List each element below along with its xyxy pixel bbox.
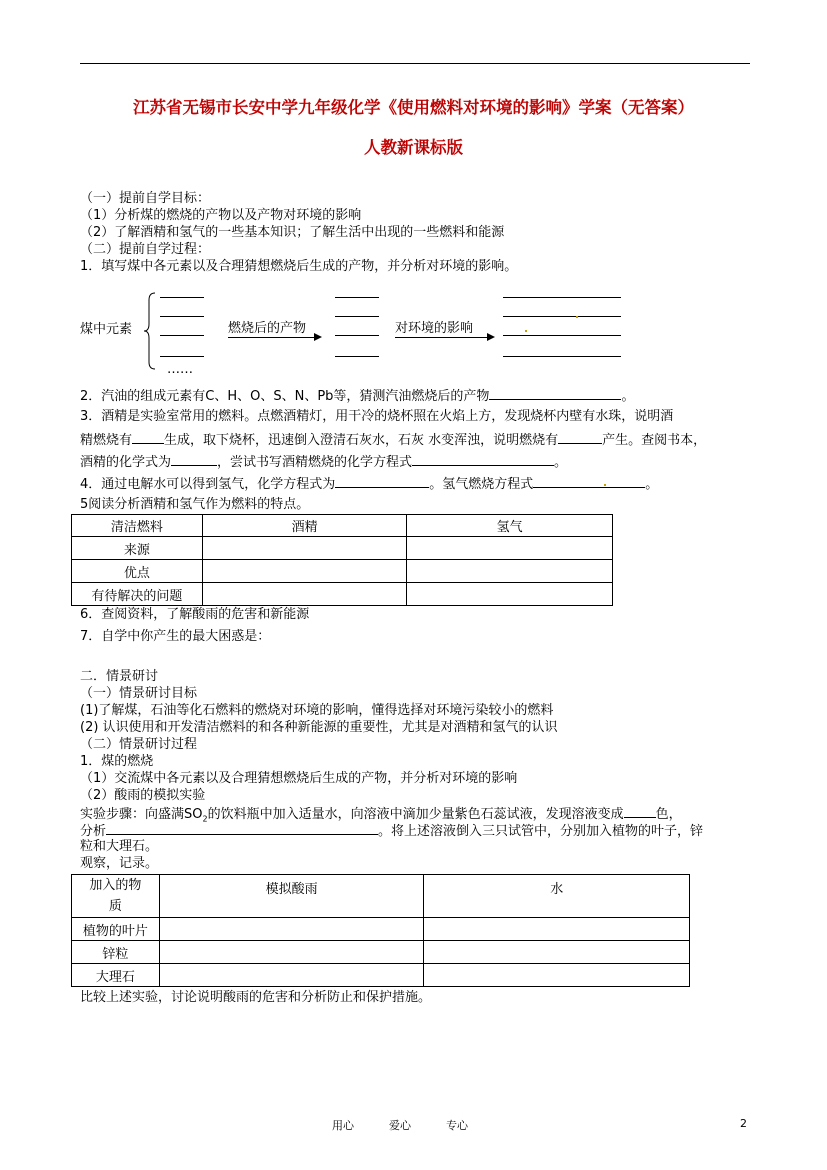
experiment-steps: 实验步骤：向盛满$SO_2$的饮料瓶中加入适量水，向溶液中滴加少量紫色石蕊试液，发现溶液变成 色， (80, 807, 682, 824)
table-row (72, 583, 613, 606)
diagram-label-impact: 对环境的影响 (395, 321, 474, 336)
table-row (72, 515, 613, 537)
table-row-label: 大理石 (72, 964, 160, 987)
blank-impact-1[interactable] (503, 297, 621, 298)
scenario-heading: 二．情景研讨 (80, 669, 159, 684)
conclusion-prompt: 比较上述实验，讨论说明酸雨的危害和分析防止和保护措施。 (80, 990, 432, 1005)
acid-rain-experiment-table (71, 874, 690, 987)
table-cell-input[interactable] (202, 560, 407, 583)
header-rule (80, 63, 750, 64)
speck-mark (576, 316, 578, 318)
table-header-cell: 水 (424, 875, 690, 918)
blank-element-2[interactable] (160, 316, 204, 317)
speck-mark (604, 484, 606, 486)
table-header-cell: 清洁燃料 (72, 515, 203, 537)
table-cell-input[interactable] (159, 918, 424, 941)
table-row (72, 560, 613, 583)
footer-word-2: 爱心 (389, 1119, 411, 1132)
question-1: 1．填写煤中各元素以及合理猜想燃烧后生成的产物，并分析对环境的影响。 (80, 259, 518, 274)
answer-blank-ethanol-formula[interactable] (171, 453, 217, 466)
question-6: 6．查阅资料，了解酸雨的危害和新能源 (80, 607, 310, 622)
table-cell-input[interactable] (424, 918, 690, 941)
table-cell-input[interactable] (424, 964, 690, 987)
blank-product-4[interactable] (335, 356, 379, 357)
table-cell-input[interactable] (407, 583, 613, 606)
table-cell-input[interactable] (202, 537, 407, 560)
blank-impact-4[interactable] (503, 356, 621, 357)
table-header-cell: 加入的物 质 (72, 875, 160, 918)
blank-impact-2[interactable] (503, 316, 621, 317)
speck-mark (525, 330, 527, 332)
brace-icon (143, 292, 157, 370)
table-header-cell: 模拟酸雨 (159, 875, 424, 918)
footer-word-3: 专心 (446, 1119, 468, 1132)
table-cell-input[interactable] (424, 941, 690, 964)
observe-record: 观察，记录。 (80, 856, 159, 871)
table-cell-input[interactable] (159, 964, 424, 987)
answer-blank-hydrogen-equation[interactable] (533, 475, 645, 488)
blank-product-3[interactable] (335, 335, 379, 336)
arrow-to-impact-icon (395, 337, 493, 338)
scenario-goal-1: (1)了解煤，石油等化石燃料的燃烧对环境的影响，懂得选择对环境污染较小的燃料 (80, 703, 554, 718)
self-study-goal-2: （2）了解酒精和氢气的一些基本知识；了解生活中出现的一些燃料和能源 (80, 225, 505, 240)
scenario-goal-2: (2) 认识使用和开发清洁燃料的和各种新能源的重要性，尤其是对酒精和氢气的认识 (80, 720, 558, 735)
diagram-ellipsis: …… (167, 362, 193, 377)
answer-blank-co2[interactable] (558, 431, 602, 444)
table-row-label: 植物的叶片 (72, 918, 160, 941)
table-row (72, 941, 690, 964)
question-2: 2．汽油的组成元素有C、H、O、S、N、Pb等，猜测汽油燃烧后的产物 。 (80, 389, 635, 404)
blank-element-3[interactable] (160, 335, 204, 336)
scenario-item-1-2: （2）酸雨的模拟实验 (80, 788, 206, 803)
self-study-process-heading: （二）提前自学过程： (80, 242, 211, 257)
self-study-goal-1: （1）分析煤的燃烧的产物以及产物对环境的影响 (80, 208, 362, 223)
self-study-goal-heading: （一）提前自学目标： (80, 191, 211, 206)
scenario-goal-heading: （一）情景研讨目标 (80, 686, 198, 701)
answer-blank-gasoline-products[interactable] (489, 387, 621, 400)
blank-impact-3[interactable] (503, 335, 621, 336)
table-row-label: 优点 (72, 560, 203, 583)
document-title: 江苏省无锡市长安中学九年级化学《使用燃料对环境的影响》学案（无答案） (133, 98, 694, 117)
table-cell-input[interactable] (407, 537, 613, 560)
document-subtitle: 人教新课标版 (364, 138, 463, 157)
question-4: 4．通过电解水可以得到氢气，化学方程式为 。氢气燃烧方程式 。 (80, 477, 659, 492)
arrow-to-products-icon (228, 337, 320, 338)
table-row-label: 有待解决的问题 (72, 583, 203, 606)
table-row-label: 来源 (72, 537, 203, 560)
question-3-line-3: 酒精的化学式为 ，尝试书写酒精燃烧的化学方程式 。 (80, 455, 568, 470)
answer-blank-analysis[interactable] (106, 822, 378, 835)
page-number: 2 (740, 1117, 747, 1130)
answer-blank-electrolysis-equation[interactable] (335, 475, 429, 488)
footer-word-1: 用心 (332, 1119, 354, 1132)
table-row (72, 964, 690, 987)
experiment-analysis-line-2: 粒和大理石。 (80, 839, 159, 854)
table-header-cell: 氢气 (407, 515, 613, 537)
scenario-item-1-1: （1）交流煤中各元素以及合理猜想燃烧后生成的产物，并分析对环境的影响 (80, 771, 518, 786)
question-3-line-2: 精燃烧有 生成，取下烧杯，迅速倒入澄清石灰水，石灰 水变浑浊，说明燃烧有 产生。查阅书本， (80, 433, 707, 448)
question-7: 7．自学中你产生的最大困惑是： (80, 629, 271, 644)
blank-product-2[interactable] (335, 316, 379, 317)
answer-blank-water[interactable] (132, 431, 164, 444)
blank-element-4[interactable] (160, 356, 204, 357)
blank-product-1[interactable] (335, 297, 379, 298)
scenario-item-1: 1．煤的燃烧 (80, 754, 154, 769)
diagram-label-coal-elements: 煤中元素 (80, 322, 133, 337)
answer-blank-color[interactable] (624, 805, 656, 818)
table-header-cell: 酒精 (202, 515, 407, 537)
blank-element-1[interactable] (160, 297, 204, 298)
question-3-line-1: 3．酒精是实验室常用的燃料。点燃酒精灯，用干冷的烧杯照在火焰上方，发现烧杯内壁有水珠，说明酒 (80, 409, 674, 424)
table-row (72, 875, 690, 918)
table-cell-input[interactable] (407, 560, 613, 583)
question-5: 5阅读分析酒精和氢气作为燃料的特点。 (80, 497, 310, 512)
fuel-comparison-table (71, 514, 613, 606)
answer-blank-ethanol-equation[interactable] (412, 453, 554, 466)
scenario-process-heading: （二）情景研讨过程 (80, 737, 198, 752)
table-row (72, 918, 690, 941)
table-row (72, 537, 613, 560)
table-cell-input[interactable] (159, 941, 424, 964)
table-cell-input[interactable] (202, 583, 407, 606)
diagram-label-products: 燃烧后的产物 (228, 321, 307, 336)
experiment-analysis: 分析 。将上述溶液倒入三只试管中，分别加入植物的叶子，锌 (80, 824, 704, 839)
table-row-label: 锌粒 (72, 941, 160, 964)
